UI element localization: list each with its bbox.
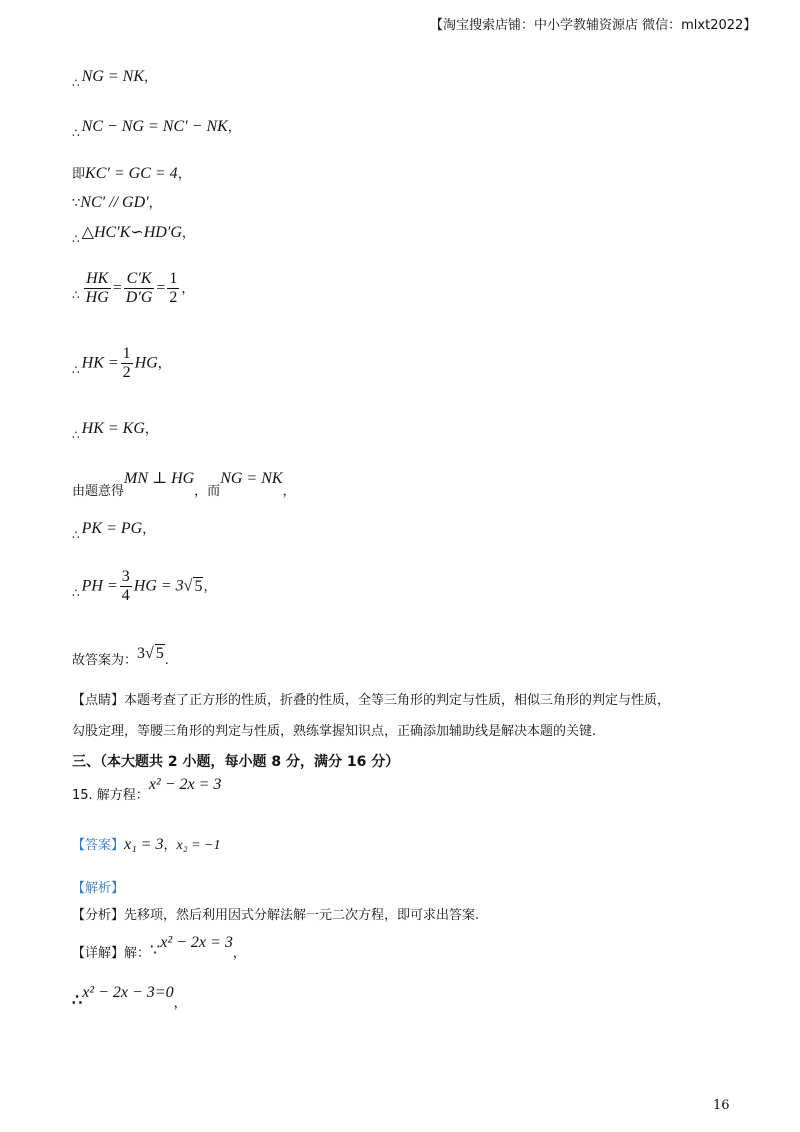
equation-ng-nk: NG = NK <box>220 470 283 487</box>
line-9 <box>72 468 296 499</box>
therefore-symbol: ∴ <box>72 992 83 1009</box>
prefix-ji: 即 <box>72 167 86 182</box>
denominator: HG <box>85 289 109 306</box>
equation-ph-lhs: PH = <box>81 577 118 595</box>
numerator: 1 <box>169 270 178 287</box>
comma: ， <box>144 422 158 437</box>
therefore-symbol: ∴ <box>72 232 80 246</box>
comma: ， <box>144 70 158 85</box>
page-number: 16 <box>713 1098 730 1113</box>
answer-x1: x₁ = 3 <box>124 836 164 853</box>
fraction-hk-hg <box>84 270 111 307</box>
answer-prefix: 故答案为： <box>72 653 138 668</box>
analysis-row <box>72 904 479 923</box>
equation-perpendicular: MN ⊥ HG <box>124 470 195 487</box>
because-symbol: ∵ <box>72 196 81 211</box>
line-4 <box>72 192 162 212</box>
radical-sign: √ <box>145 645 154 662</box>
line-6: ∴ $\frac{HK}{HG}$ = $\frac{C'K}{D'G}$ = $\frac{1}{2}$ ， <box>72 270 195 306</box>
equation-ph-rhs: HG = 3 <box>133 577 184 595</box>
therefore-symbol: ∴ <box>72 362 80 377</box>
equation-hk-rhs: HG <box>134 354 158 372</box>
therefore-symbol: ∴ <box>72 287 80 302</box>
fraction-one-half <box>121 345 133 382</box>
line-8 <box>72 418 158 442</box>
answer-row <box>72 834 220 854</box>
denominator: 4 <box>121 587 130 604</box>
comma: ， <box>181 281 195 297</box>
equation-hk-lhs: HK = <box>81 354 119 372</box>
final-row <box>72 984 187 1011</box>
therefore-symbol: ∴ <box>72 76 80 90</box>
line-3 <box>72 163 191 183</box>
numerator: 3 <box>121 568 130 585</box>
denominator: 2 <box>169 289 178 306</box>
fenxi-tag: 【分析】 <box>72 908 125 923</box>
header-watermark: 【淘宝搜索店铺：中小学教辅资源店 微信：mlxt2022】 <box>430 18 757 33</box>
therefore-symbol: ∴ <box>72 428 80 442</box>
answer-radicand: 5 <box>155 645 164 662</box>
prefix-tiyi: 由题意得 <box>72 484 125 499</box>
denominator: 2 <box>122 364 131 381</box>
comma: ， <box>163 838 177 853</box>
section-heading: 三、（本大题共 2 小题，每小题 8 分，满分 16 分） <box>72 754 400 770</box>
equation-nc-ng: NC − NG = NC′ − NK <box>81 118 228 135</box>
equation-hk-kg: HK = KG <box>81 420 145 437</box>
line-2 <box>72 116 241 140</box>
question-15 <box>72 776 221 803</box>
line-10 <box>72 518 155 542</box>
numerator: HK <box>84 270 111 289</box>
line-5 <box>72 222 195 246</box>
answer-tag: 【答案】 <box>72 838 125 853</box>
comma: ， <box>148 196 162 211</box>
comma: ， <box>203 579 217 595</box>
analysis-tag: 【解析】 <box>72 881 125 896</box>
equation-similar: △HC′K∽HD′G <box>81 224 182 241</box>
comment-line-1 <box>72 689 670 708</box>
comma: ， <box>142 522 156 537</box>
denominator: D′G <box>125 289 153 306</box>
fraction-ck-dg <box>124 270 155 307</box>
equation-ng-nk: NG = NK <box>81 68 145 85</box>
comma: ， <box>177 167 191 182</box>
period: . <box>164 653 169 668</box>
detail-prefix: 解： <box>124 946 151 961</box>
equation-kc-gc: KC′ = GC = 4 <box>85 165 178 182</box>
answer-coefficient: 3 <box>137 645 146 662</box>
numerator: C′K <box>124 270 155 289</box>
therefore-symbol: ∴ <box>72 585 80 600</box>
line-7 <box>72 345 171 382</box>
comma: ， <box>181 226 195 241</box>
comma: ， <box>173 996 187 1011</box>
detail-row <box>72 934 246 961</box>
answer-x2: x₂ = −1 <box>176 838 221 853</box>
line-11 <box>72 568 216 605</box>
equation-pk-pg: PK = PG <box>81 520 143 537</box>
comment-line-2: 勾股定理，等腰三角形的判定与性质，熟练掌握知识点，正确添加辅助线是解决本题的关键. <box>72 724 597 739</box>
numerator: 1 <box>122 345 131 362</box>
comma: ， <box>232 946 246 961</box>
comma: ， <box>227 120 241 135</box>
detail-equation: x² − 2x = 3 <box>160 934 233 951</box>
answer-line <box>72 644 169 668</box>
connector-er: ，而 <box>194 484 221 499</box>
line-1 <box>72 66 157 90</box>
fraction-three-quarters <box>120 568 132 605</box>
therefore-symbol: ∴ <box>72 528 80 542</box>
question-label: 15. 解方程： <box>72 788 149 803</box>
equation-parallel: NC′ // GD′ <box>80 194 149 211</box>
radical-sign: √ <box>183 577 193 595</box>
fenxi-text: 先移项，然后利用因式分解法解一元二次方程，即可求出答案. <box>124 908 480 923</box>
therefore-symbol: ∴ <box>72 126 80 140</box>
radicand: 5 <box>194 577 203 595</box>
fraction-one-half <box>167 270 179 307</box>
comment-text-1: 本题考查了正方形的性质，折叠的性质，全等三角形的判定与性质，相似三角形的判定与性质， <box>124 693 671 708</box>
question-equation: x² − 2x = 3 <box>148 776 222 793</box>
comma: ， <box>282 484 296 499</box>
because-symbol: ∵ <box>150 942 161 959</box>
comma: ， <box>157 356 171 372</box>
detail-tag: 【详解】 <box>72 946 125 961</box>
comment-tag: 【点睛】 <box>72 693 125 708</box>
final-equation: x² − 2x − 3=0 <box>82 984 174 1001</box>
